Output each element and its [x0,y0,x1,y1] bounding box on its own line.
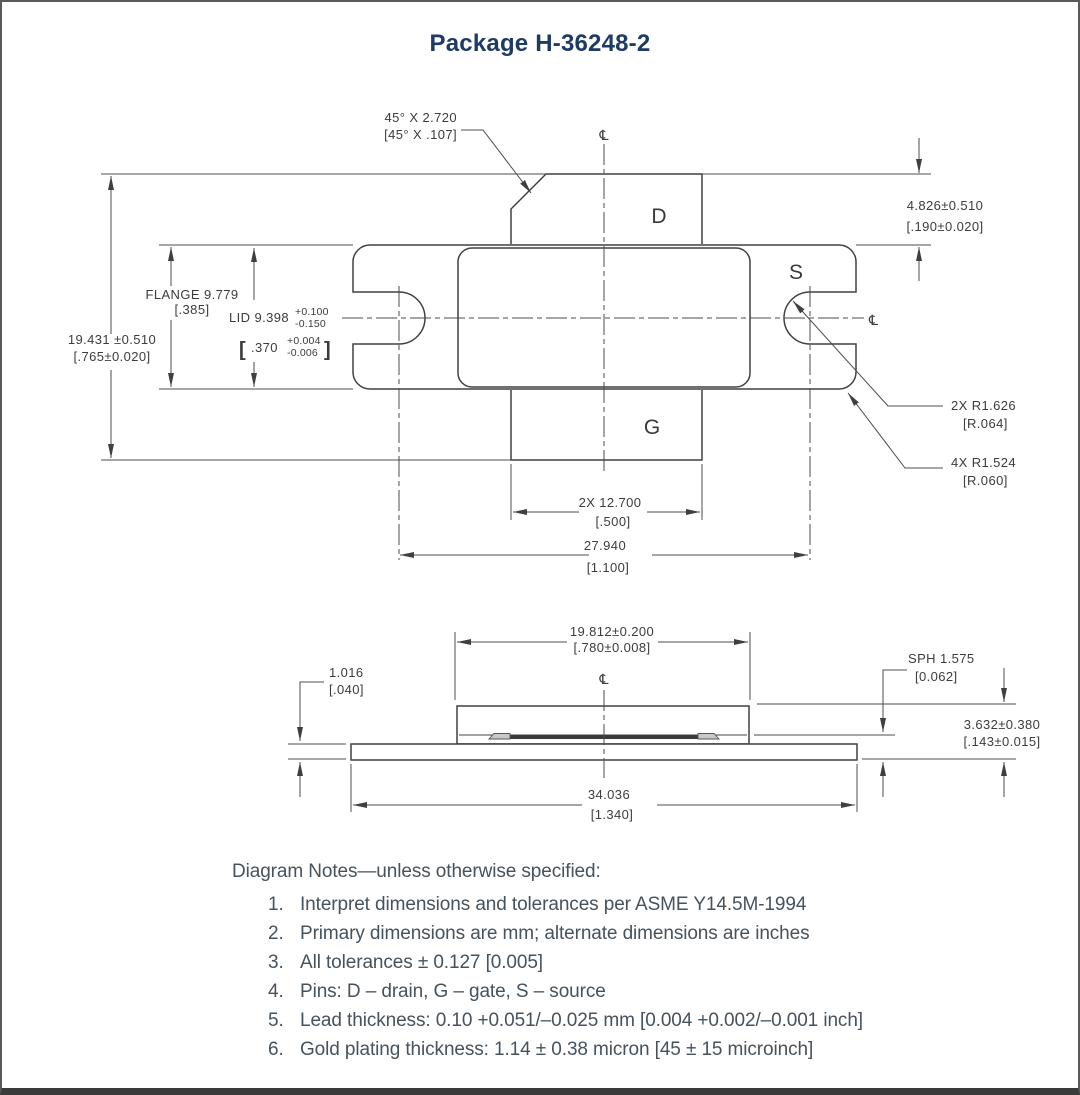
dim-overall-width-mm: 19.431 ±0.510 [67,332,157,347]
drain-lead-outline [511,174,702,244]
note-item [232,948,1032,977]
note-item [232,1006,1032,1035]
dim-overall-width-inch: [.765±0.020] [73,349,151,364]
dim-chamfer-inch: [45° X .107] [384,127,457,142]
gate-lead-outline [511,390,702,460]
dim-lid-bracket-close: ] [324,339,331,361]
note-number: 1. [268,894,284,915]
note-item [232,1035,1032,1064]
dim-flange-length-mm: 34.036 [587,787,631,802]
dim-lid-bracket-open: [ [239,339,246,361]
dim-slot-spacing-inch: [1.100] [586,560,630,575]
note-number: 4. [268,981,284,1002]
pin-label-source: S [788,261,804,284]
centerline-symbol-right: ℄ [869,313,878,329]
note-item [232,977,1032,1006]
note-text: All tolerances ± 0.127 [0.005] [300,952,543,973]
note-number: 5. [268,1010,284,1031]
note-text: Interpret dimensions and tolerances per ASME Y14.5M-1994 [300,894,807,915]
dim-lid-alt-value: .370 [251,340,278,355]
note-text: Pins: D – drain, G – gate, S – source [300,981,606,1002]
note-text: Primary dimensions are mm; alternate dimensions are inches [300,923,810,944]
dim-slot-radius-inch: [R.064] [963,416,1008,431]
pin-label-gate: G [643,416,661,439]
note-number: 6. [268,1039,284,1060]
dim-chamfer-mm: 45° X 2.720 [384,110,457,125]
dim-flange-length-inch: [1.340] [590,807,634,822]
dim-corner-radius-mm: 4X R1.524 [951,455,1017,470]
note-text: Gold plating thickness: 1.14 ± 0.38 micron [45 ± 15 microinch] [300,1039,814,1060]
dim-flangethk-arrow-down [300,682,324,741]
dim-sph-arrow-down [883,670,907,732]
corner-radius-leader [848,393,943,468]
dim-flange-width-mm: FLANGE 9.779 [145,287,239,302]
chamfer-leader [461,130,531,193]
notes-heading: Diagram Notes—unless otherwise specified: [232,861,601,882]
dim-overall-height-inch: [.143±0.015] [963,734,1041,749]
dim-lid-tol-plus: +0.100 [295,306,329,318]
dim-drain-lead-inch: [.190±0.020] [906,219,984,234]
side-view [288,624,1041,822]
note-item [232,919,1032,948]
note-number: 2. [268,923,284,944]
page-title: Package H-36248-2 [429,30,651,57]
dim-corner-radius-inch: [R.060] [963,473,1008,488]
dim-lid-alt-plus: +0.004 [287,335,321,347]
dim-flange-width-inch: [.385] [174,302,210,317]
notes-list [232,890,1032,1064]
dim-flange-thickness-inch: [.040] [329,682,364,697]
dim-sph-inch: [0.062] [915,669,958,684]
top-view [68,110,1016,575]
dim-sph-mm: SPH 1.575 [908,651,975,666]
dim-lead-width-inch: [.500] [595,514,631,529]
note-item [232,890,1032,919]
dim-flange-thickness-mm: 1.016 [329,665,364,680]
dim-overall-height-mm: 3.632±0.380 [963,717,1041,732]
dim-lid-width-label: LID 9.398 [229,310,289,325]
centerline-symbol-side: ℄ [599,672,609,688]
dim-drain-lead-mm: 4.826±0.510 [906,198,984,213]
dim-cap-length-inch: [.780±0.008] [573,640,651,655]
pin-label-drain: D [651,205,667,228]
package-outline-drawing [2,2,1078,842]
dim-slot-spacing-mm: 27.940 [583,538,627,553]
dim-cap-length-mm: 19.812±0.200 [569,624,655,639]
dim-lid-tol-minus: -0.150 [295,318,326,330]
dim-lead-width-mm: 2X 12.700 [578,495,642,510]
note-number: 3. [268,952,284,973]
dim-slot-radius-mm: 2X R1.626 [951,398,1017,413]
centerline-symbol-top: ℄ [599,128,609,144]
dim-lid-alt-minus: -0.006 [287,347,318,359]
note-text: Lead thickness: 0.10 +0.051/–0.025 mm [0.004 +0.002/–0.001 inch] [300,1010,863,1031]
diagram-notes [232,860,1032,1064]
